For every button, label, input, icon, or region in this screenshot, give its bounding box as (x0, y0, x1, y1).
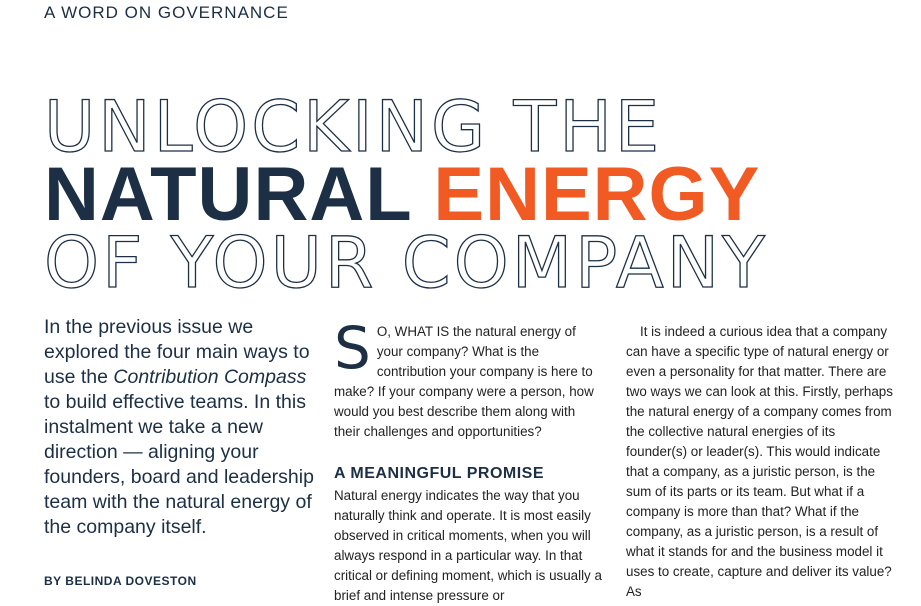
subhead: A MEANINGFUL PROMISE (334, 465, 545, 482)
lead-paragraph: O, WHAT IS the natural energy of your company? What is the contribution your company is here to make? If your company were a person, how would you best describe them along with their challenges and opportunities? (334, 324, 594, 439)
intro-text-2: to build effective teams. In this instalment we take a new direction — aligning your founders, board and leadership team with the natural energy of the company itself. (44, 391, 314, 538)
article-column-3 (626, 322, 894, 602)
byline: BY BELINDA DOVESTON (44, 574, 197, 588)
title-line-3: OF YOUR COMPANY (44, 222, 768, 304)
intro-text-1: In the previous issue we explored the four main ways to use the (44, 316, 310, 388)
body-paragraph: It is indeed a curious idea that a company can have a specific type of natural energy or even a personality for that matter. There are two ways we can look at this. Firstly, perhaps the natural energy of a company comes from the collective natural energies of its founder(s) or leader(s). This would indicate that a company, as a juristic person, is the sum of its parts or its team. But what if a company is more than that? What if the company, as a juristic person, is a result of what it stands for and the business model it uses to create, capture and deliver its value? As (626, 324, 893, 599)
intro-standfirst (44, 315, 314, 540)
article-column-2 (334, 314, 604, 606)
title-line-1: UNLOCKING THE (44, 86, 663, 168)
dropcap: S (334, 314, 371, 382)
title-energy: ENERGY (433, 152, 761, 237)
intro-italic: Contribution Compass (113, 366, 307, 388)
title-natural: NATURAL (44, 152, 412, 237)
section-label: A WORD ON GOVERNANCE (44, 3, 289, 22)
body-paragraph: Natural energy indicates the way that you naturally think and operate. It is most easily observed in critical moments, when you will always respond in a particular way. In that critical or defining moment, which is usually a brief and intense pressure or (334, 488, 602, 603)
